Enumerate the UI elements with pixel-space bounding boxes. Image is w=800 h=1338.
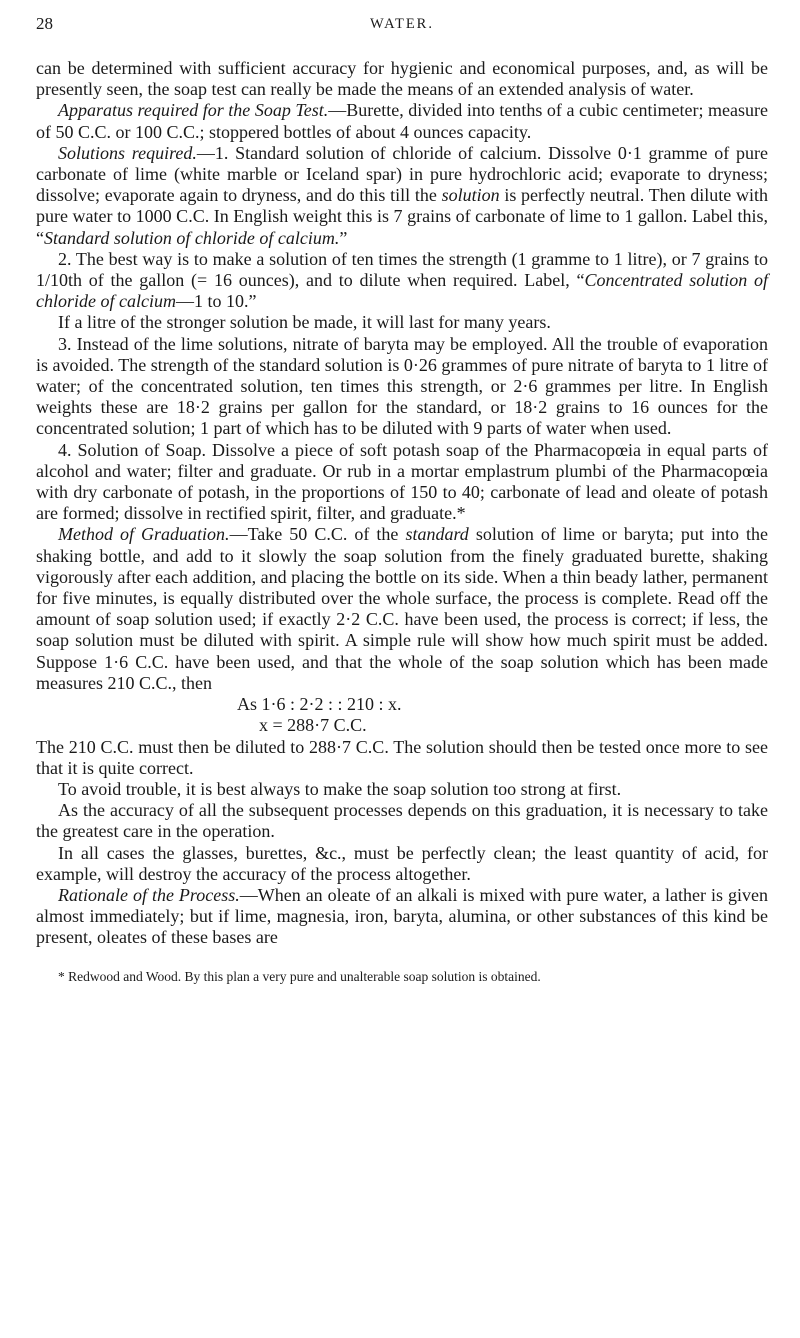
paragraph: If a litre of the stronger solution be made, it will last for many years.	[58, 312, 551, 333]
running-title: WATER.	[370, 16, 434, 32]
paragraph: 2. The best way is to make a solution of ten times the strength (1 gramme to 1 litre), or 7 grains to 1/10th of the gallon (= 16 ounces), and to dilute when required. Label, “Concentrated solution of chloride of calcium—1 to 10.”	[36, 248, 768, 312]
running-head	[36, 14, 768, 40]
paragraph: Solutions required.—1. Standard solution of chloride of calcium. Dissolve 0·1 gramme of pure carbonate of lime (white marble or Iceland spar) in pure hydrochloric acid; evaporate to dryness; dissolve; evaporate again to dryness, and do this till the solution is perfectly neutral. Then dilute with pure water to 1000 C.C. In English weight this is 7 grains of carbonate of lime to 1 gallon. Label this, “Standard solution of chloride of calcium.”	[36, 142, 769, 248]
paragraph: 3. Instead of the lime solutions, nitrate of baryta may be employed. All the trouble of evaporation is avoided. The strength of the standard solution is 0·26 grammes of pure nitrate of baryta to 1 litre of water; of the concentrated solution, ten times this strength, or 2·6 grammes per litre. In English weights these are 18·2 grains per gallon for the standard, or 18·2 grains to 16 ounces for the concentrated solution; 1 part of which has to be diluted with 9 parts of water when used.	[36, 333, 768, 439]
body-text	[36, 58, 768, 949]
paragraph: In all cases the glasses, burettes, &c., must be perfectly clean; the least quantity of acid, for example, will destroy the accuracy of the process altogether.	[36, 842, 768, 884]
paragraph: Apparatus required for the Soap Test.—Burette, divided into tenths of a cubic centimeter; measure of 50 C.C. or 100 C.C.; stoppered bottles of about 4 ounces capacity.	[36, 100, 768, 142]
paragraph: 4. Solution of Soap. Dissolve a piece of soft potash soap of the Pharmacopœia in equal parts of alcohol and water; filter and graduate. Or rub in a mortar emplastrum plumbi of the Pharmacopœia with dry carbonate of potash, in the proportions of 150 to 40; carbonate of lead and oleate of potash are formed; dissolve in rectified spirit, filter, and graduate.*	[36, 439, 768, 524]
paragraph: can be determined with sufficient accuracy for hygienic and economical purposes, and, as will be presently seen, the soap test can really be made the means of an extended analysis of water.	[36, 58, 768, 100]
footnote: * Redwood and Wood. By this plan a very pure and unalterable soap solution is obtained.	[58, 968, 541, 984]
proportion-equation	[36, 694, 768, 736]
paragraph: As the accuracy of all the subsequent processes depends on this graduation, it is necessary to take the greatest care in the operation.	[36, 800, 768, 842]
equation-line: x = 288·7 C.C.	[259, 715, 367, 736]
paragraph: Method of Graduation.—Take 50 C.C. of the standard solution of lime or baryta; put into the shaking bottle, and add to it slowly the soap solution from the finely graduated burette, shaking vigorously after each addition, and placing the bottle on its side. When a thin beady lather, permanent for five minutes, is equally distributed over the whole surface, the process is complete. Read off the amount of soap solution used; if exactly 2·2 C.C. have been used, the process is correct; if less, the soap solution must be diluted with spirit. A simple rule will show how much spirit must be added. Suppose 1·6 C.C. have been used, and that the whole of the soap solution which has been made measures 210 C.C., then	[36, 524, 768, 693]
paragraph: The 210 C.C. must then be diluted to 288·7 C.C. The solution should then be tested once more to see that it is quite correct.	[36, 736, 768, 778]
equation-line: As 1·6 : 2·2 : : 210 : x.	[237, 694, 402, 715]
page-number: 28	[36, 14, 53, 33]
paragraph: Rationale of the Process.—When an oleate of an alkali is mixed with pure water, a lather is given almost immediately; but if lime, magnesia, iron, baryta, alumina, or other substances of this kind be present, oleates of these bases are	[36, 884, 768, 948]
paragraph: To avoid trouble, it is best always to make the soap solution too strong at first.	[58, 778, 622, 799]
